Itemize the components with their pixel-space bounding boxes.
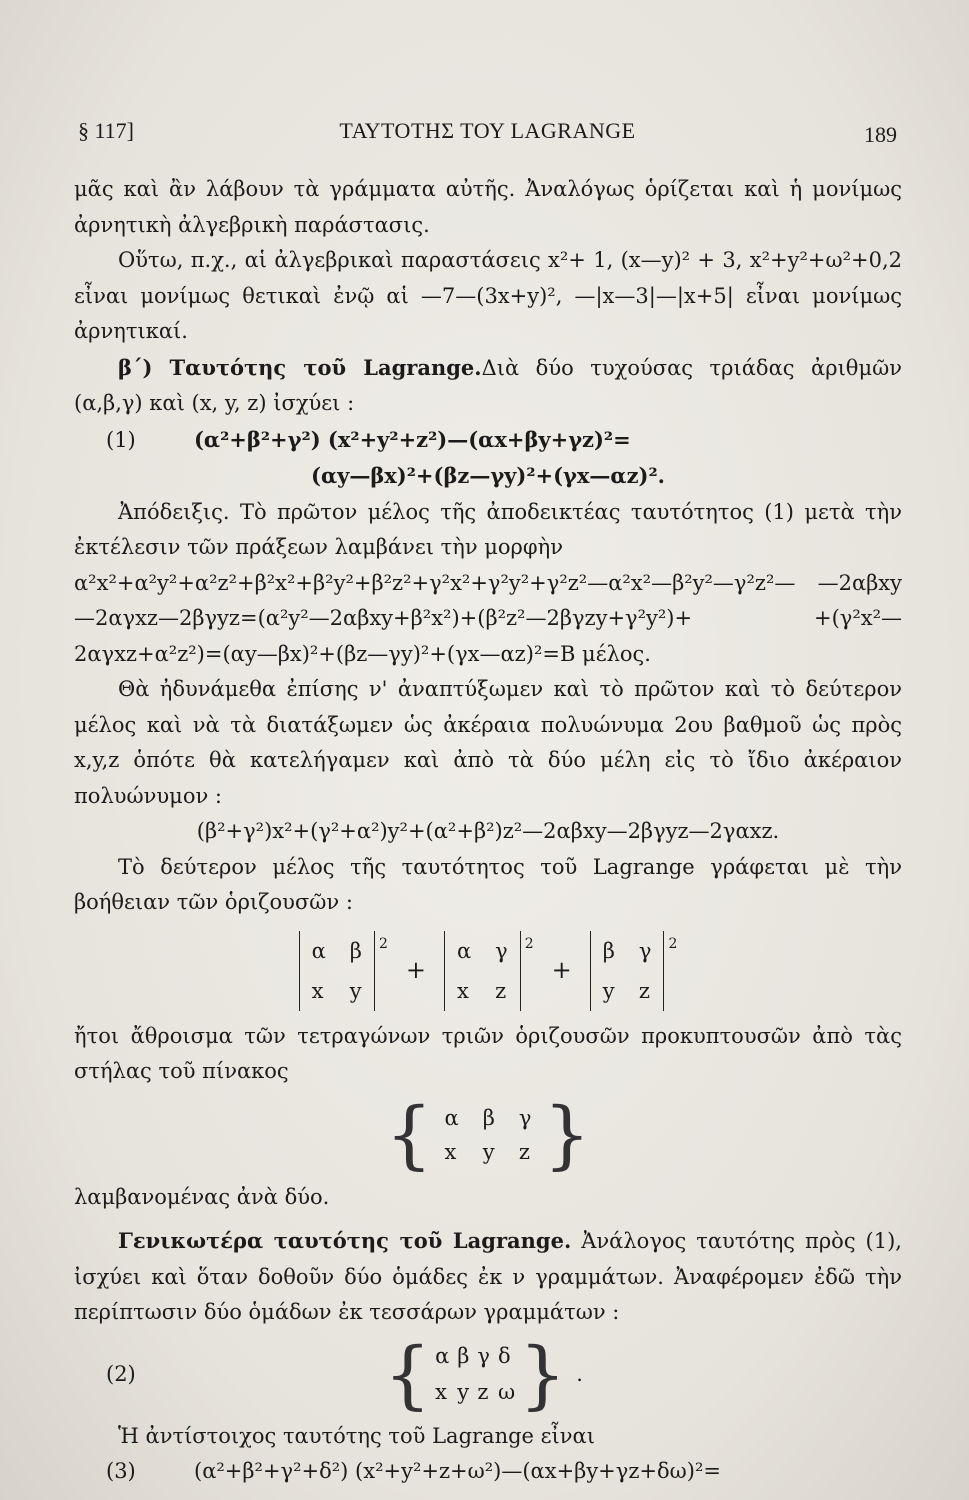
paragraph-1: μᾶς καὶ ἂν λάβουν τὰ γράμματα αὐτῆς. Ἀναλόγως ὁρίζεται καὶ ἡ μονίμως ἀρνητικὴ ἀλγεβρικὴ παράστασις. <box>74 177 902 237</box>
expansion-formula: α²x²+α²y²+α²z²+β²x²+β²y²+β²z²+γ²x²+γ²y²+γ²z²—α²x²—β²y²—γ²z²— —2αβxy—2αγxz—2βγyz=(α²y²—2αβxy+β²x²)+(β²z²—2βγzy+γ²y²)+ +(γ²x²—2αγxz+α²z²)=(αy—βx)²+(βz—γy)²+(γx—αz)²=B μέλος. <box>74 570 902 666</box>
equation-1 <box>74 422 902 459</box>
det3-cell: z <box>638 978 650 1003</box>
equation-1-label: (1) <box>106 427 136 452</box>
left-brace: { <box>384 1331 432 1418</box>
det1-cell: x <box>311 978 324 1003</box>
paragraph-3-text: Διὰ δύο τυχούσας τριάδας ἀριθμῶν (α,β,γ) καὶ (x, y, z) ἰσχύει : <box>74 355 902 415</box>
matrix-cell: z <box>518 1139 530 1164</box>
proof-paragraph: Ἀπόδειξις. Τὸ πρῶτον μέλος τῆς ἀποδεικτέας ταυτότητος (1) μετὰ τὴν ἐκτέλεσιν τῶν πράξεων λαμβάνει τὴν μορφὴν <box>74 499 902 559</box>
plus-sign: + <box>551 955 572 984</box>
det3-cell: y <box>602 978 615 1003</box>
matrix-cell: β <box>457 1344 470 1368</box>
equation-3 <box>74 1454 902 1490</box>
section-heading-general-lagrange: Γενικωτέρα ταυτότης τοῦ Lagrange. <box>118 1228 572 1253</box>
section-heading-lagrange: β΄) Ταυτότης τοῦ Lagrange. <box>118 354 482 380</box>
determinants-sum <box>74 927 902 1015</box>
right-brace: } <box>519 1331 567 1418</box>
matrix-cell: ω <box>497 1379 516 1404</box>
section-number: § 117] <box>78 118 135 143</box>
det3-exponent: 2 <box>668 935 678 952</box>
page-number: 189 <box>864 122 897 147</box>
matrix-cell: x <box>444 1139 457 1164</box>
det1-cell: y <box>349 978 362 1003</box>
determinant-1 <box>299 931 388 1011</box>
equation-2-label: (2) <box>106 1361 136 1386</box>
determinant-2 <box>444 931 534 1011</box>
paragraph-8 <box>74 1223 902 1331</box>
paragraph-8-text: Ἀνάλογος ταυτότης πρὸς (1), ἰσχύει καὶ ὅταν δοθοῦν δύο ὁμάδες ἐκ ν γραμμάτων. Ἀναφέρομεν ἐδῶ τὴν περίπτωσιν δύο ὁμάδων ἐκ τεσσάρων γραμμάτων : <box>74 1229 902 1324</box>
det1-exponent: 2 <box>378 935 388 952</box>
det2-cell: γ <box>495 938 508 963</box>
right-brace: } <box>543 1091 591 1178</box>
equation-1-line-2-wrap <box>74 458 902 495</box>
det2-cell: α <box>456 938 472 963</box>
determinant-3 <box>590 931 678 1011</box>
paragraph-3 <box>74 350 902 422</box>
page-header <box>78 118 897 152</box>
paragraph-5: Τὸ δεύτερον μέλος τῆς ταυτότητος τοῦ Lagrange γράφεται μὲ τὴν βοήθειαν τῶν ὁριζουσῶν : <box>74 854 902 914</box>
det2-cell: x <box>456 978 469 1003</box>
matrix-cell: α <box>435 1344 450 1368</box>
matrix-cell: δ <box>497 1344 511 1368</box>
matrix-cell: y <box>482 1139 495 1164</box>
equation-3-label: (3) <box>106 1459 136 1483</box>
det3-cell: γ <box>638 938 652 963</box>
matrix-4-columns <box>431 1339 519 1410</box>
paragraph-2: Οὕτω, π.χ., αἱ ἀλγεβρικαὶ παραστάσεις x²+ 1, (x—y)² + 3, x²+y²+ω²+0,2 εἶναι μονίμως θετικαὶ ἐνῷ αἱ —7—(3x+y)², —|x—3|—|x+5| εἶναι μονίμως ἀρνητικαί. <box>74 248 902 343</box>
det1-cell: α <box>311 938 326 963</box>
matrix-cell: γ <box>518 1105 532 1130</box>
paragraph-6: ἤτοι ἄθροισμα τῶν τετραγώνων τριῶν ὁριζουσῶν προκυπτουσῶν ἀπὸ τὰς στήλας τοῦ πίνακος <box>74 1023 902 1083</box>
polynomial-formula: (β²+γ²)x²+(γ²+α²)y²+(α²+β²)z²—2αβxy—2βγyz—2γαxz. <box>196 819 780 843</box>
running-title: ΤΑΥΤΟΤΗΣ ΤΟΥ LAGRANGE <box>339 118 636 143</box>
matrix-cell: y <box>457 1379 470 1404</box>
det2-cell: z <box>495 978 507 1003</box>
matrix-cell: γ <box>477 1344 490 1368</box>
equation-3-formula: (α²+β²+γ²+δ²) (x²+y²+z+ω²)—(αx+βy+γz+δω)²= <box>194 1459 721 1483</box>
paragraph-4: Θὰ ἠδυνάμεθα ἐπίσης ν' ἀναπτύξωμεν καὶ τὸ πρῶτον καὶ τὸ δεύτερον μέλος καὶ νὰ τὰ διατάξωμεν ὡς ἀκέραια πολυώνυμα 2ου βαθμοῦ ὡς πρὸς x,y,z ὁπότε θὰ κατελήγαμεν καὶ ἀπὸ τὰ δύο μέλη εἰς τὸ ἴδιο ἀκέραιον πολυώνυμον : <box>74 677 902 808</box>
det3-cell: β <box>602 938 615 963</box>
plus-sign: + <box>405 955 426 984</box>
matrix-3-columns <box>74 1091 902 1178</box>
equation-2 <box>74 1331 902 1419</box>
matrix-cell: β <box>482 1105 495 1130</box>
equation-2-period: . <box>576 1361 583 1386</box>
equation-1-line-2: (αy—βx)²+(βz—γy)²+(γx—αz)². <box>311 463 665 488</box>
matrix-cell: α <box>444 1105 459 1130</box>
paragraph-9: Ἡ ἀντίστοιχος ταυτότης τοῦ Lagrange εἶναι <box>118 1423 595 1448</box>
matrix-cell: z <box>477 1379 489 1404</box>
paragraph-7: λαμβανομένας ἀνὰ δύο. <box>74 1184 330 1209</box>
matrix-cell: x <box>435 1379 447 1404</box>
page-body <box>74 172 902 1490</box>
det1-cell: β <box>349 938 362 963</box>
left-brace: { <box>385 1091 433 1178</box>
equation-1-line-1: (α²+β²+γ²) (x²+y²+z²)—(αx+βy+γz)²= <box>194 426 631 452</box>
det2-exponent: 2 <box>524 935 534 952</box>
